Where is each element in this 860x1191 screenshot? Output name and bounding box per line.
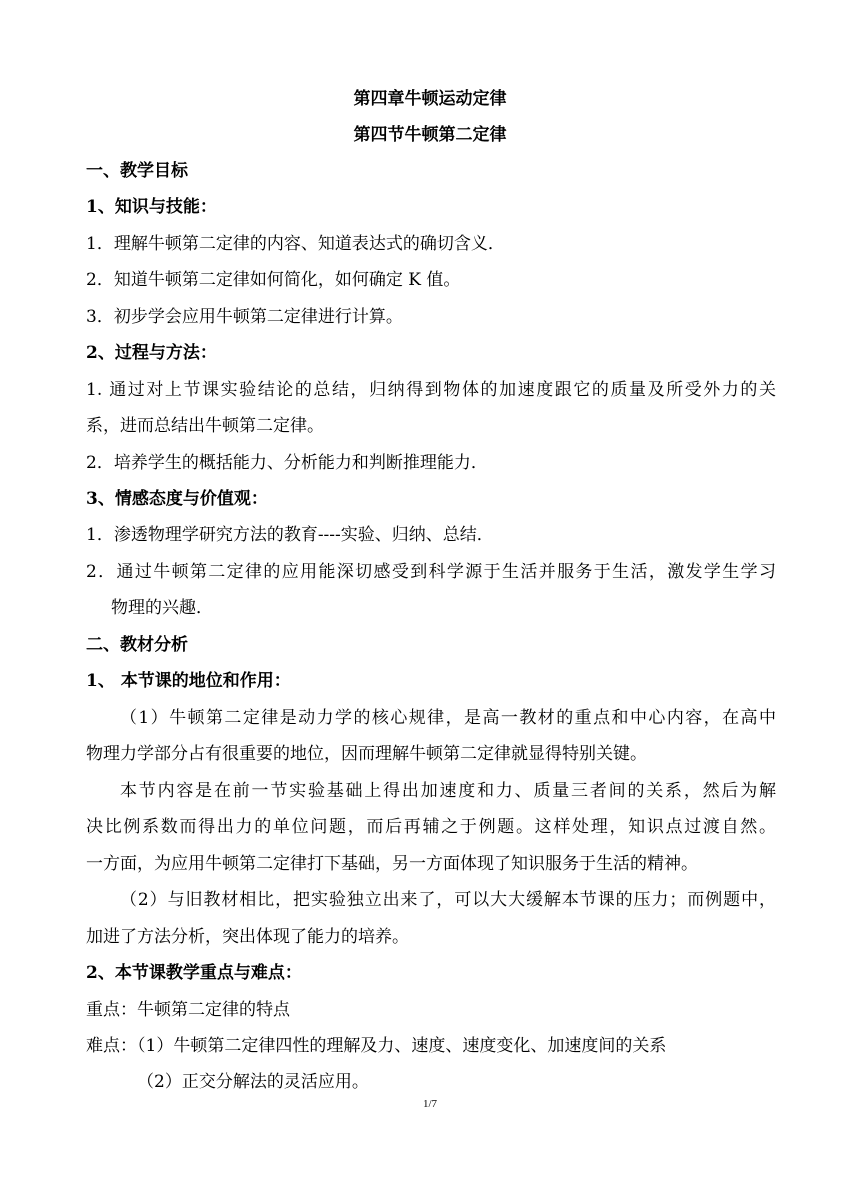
analysis-para-2-line-3: 一方面，为应用牛顿第二定律打下基础，另一方面体现了知识服务于生活的精神。 bbox=[86, 854, 698, 874]
difficult-point-2: （2）正交分解法的灵活应用。 bbox=[137, 1072, 369, 1092]
emotion-item-2-line-2: 物理的兴趣． bbox=[111, 598, 213, 618]
analysis-para-3-line-2: 加进了方法分析，突出体现了能力的培养。 bbox=[86, 927, 409, 947]
process-item-1-line-1: 1. 通过对上节课实验结论的总结，归纳得到物体的加速度跟它的质量及所受外力的关 bbox=[86, 380, 776, 400]
heading-emotion-values: 3、情感态度与价值观： bbox=[86, 489, 268, 509]
section-title: 第四节牛顿第二定律 bbox=[353, 125, 507, 145]
analysis-para-1-line-1: （1）牛顿第二定律是动力学的核心规律，是高一教材的重点和中心内容，在高中 bbox=[120, 708, 776, 728]
analysis-para-1-line-2: 物理力学部分占有很重要的地位，因而理解牛顿第二定律就显得特别关键。 bbox=[86, 744, 647, 764]
heading-knowledge-skills: 1、知识与技能： bbox=[86, 197, 217, 217]
heading-key-difficult-points: 2、本节课教学重点与难点： bbox=[86, 963, 302, 983]
analysis-para-2-line-1: 本节内容是在前一节实验基础上得出加速度和力、质量三者间的关系，然后为解 bbox=[120, 781, 776, 801]
heading-position-role: 1、 本节课的地位和作用： bbox=[86, 671, 291, 691]
chapter-title: 第四章牛顿运动定律 bbox=[353, 89, 507, 109]
knowledge-item-1: 1．理解牛顿第二定律的内容、知道表达式的确切含义． bbox=[86, 234, 505, 254]
heading-teaching-objectives: 一、教学目标 bbox=[86, 161, 188, 181]
process-item-1-line-2: 系，进而总结出牛顿第二定律。 bbox=[86, 416, 324, 436]
emotion-item-1: 1．渗透物理学研究方法的教育----实验、归纳、总结． bbox=[86, 525, 494, 545]
emotion-item-2-line-1: 2．通过牛顿第二定律的应用能深切感受到科学源于生活并服务于生活，激发学生学习 bbox=[86, 562, 776, 582]
difficult-point-1: 难点：（1）牛顿第二定律四性的理解及力、速度、速度变化、加速度间的关系 bbox=[86, 1036, 667, 1056]
analysis-para-3-line-1: （2）与旧教材相比，把实验独立出来了，可以大大缓解本节课的压力；而例题中， bbox=[120, 890, 776, 910]
knowledge-item-3: 3．初步学会应用牛顿第二定律进行计算。 bbox=[86, 307, 403, 327]
key-point: 重点：牛顿第二定律的特点 bbox=[86, 1000, 290, 1020]
page-number: 1/7 bbox=[422, 1098, 438, 1110]
knowledge-item-2: 2．知道牛顿第二定律如何简化，如何确定 K 值。 bbox=[86, 270, 461, 290]
heading-process-methods: 2、过程与方法： bbox=[86, 343, 217, 363]
analysis-para-2-line-2: 决比例系数而得出力的单位问题，而后再辅之于例题。这样处理，知识点过渡自然。 bbox=[86, 817, 776, 837]
heading-material-analysis: 二、教材分析 bbox=[86, 635, 188, 655]
process-item-2: 2．培养学生的概括能力、分析能力和判断推理能力． bbox=[86, 453, 488, 473]
